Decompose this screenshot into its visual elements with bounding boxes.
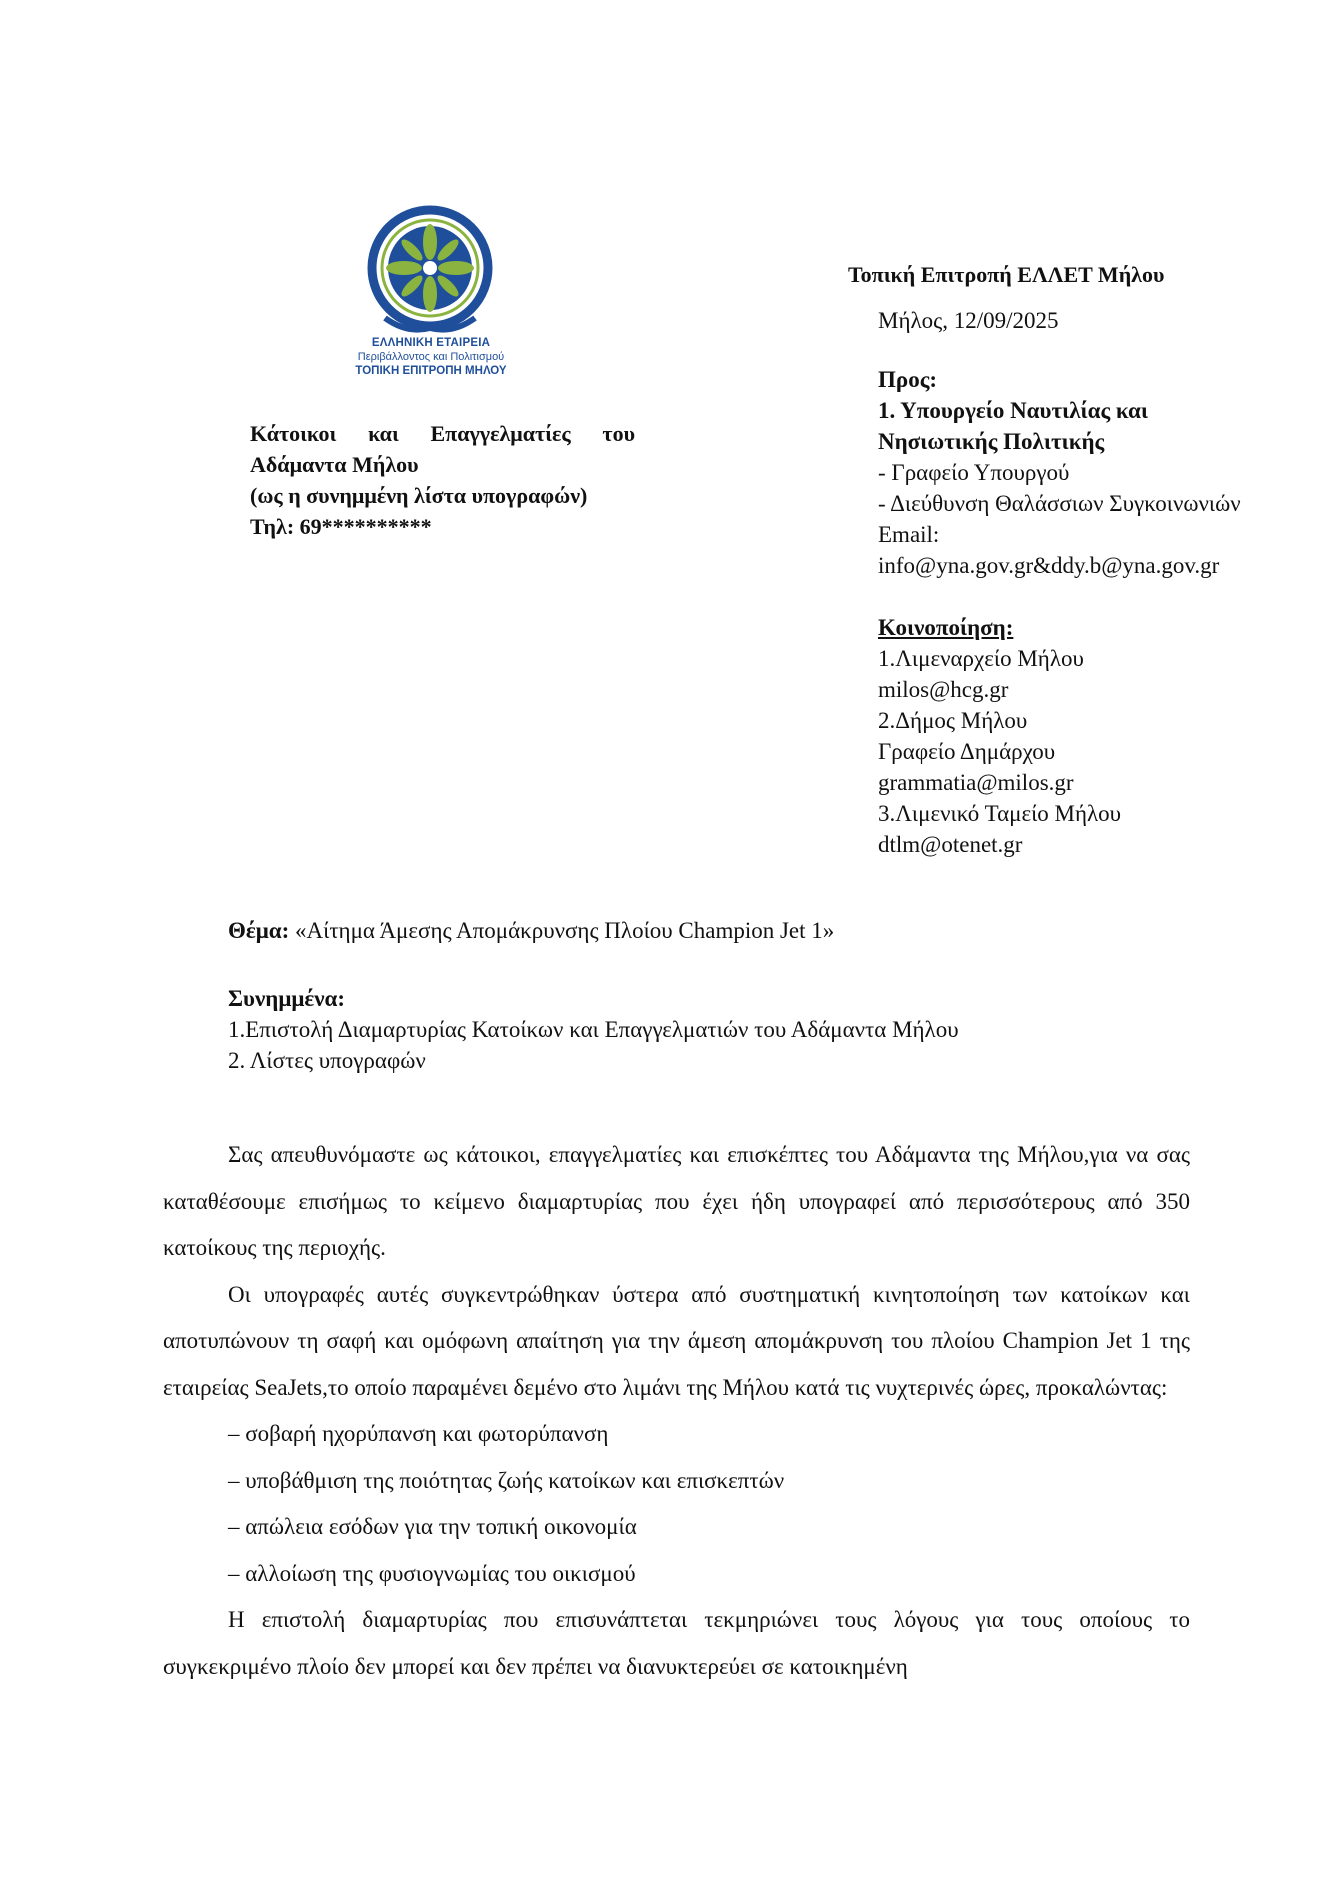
recipients-block — [878, 364, 1241, 860]
attachments-label: Συνημμένα: — [228, 986, 345, 1011]
subject-label: Θέμα: — [228, 918, 290, 943]
bullet-item: – αλλοίωση της φυσιογνωμίας του οικισμού — [228, 1560, 636, 1586]
cc-line: 1.Λιμεναρχείο Μήλου — [878, 646, 1084, 671]
bullet-item: – υποβάθμιση της ποιότητας ζωής κατοίκων και επισκεπτών — [228, 1467, 785, 1493]
letter-body — [163, 1132, 1190, 1690]
cc-line: 2.Δήμος Μήλου — [878, 708, 1028, 733]
cc-line: milos@hcg.gr — [878, 677, 1009, 702]
logo-line1: ΕΛΛΗΝΙΚΗ ΕΤΑΙΡΕΙΑ — [371, 337, 491, 349]
logo-line3: ΤΟΠΙΚΗ ΕΠΙΤΡΟΠΗ ΜΗΛΟΥ — [355, 365, 507, 377]
logo-caption — [320, 336, 542, 378]
cc-label: Κοινοποίηση: — [878, 615, 1014, 640]
cc-line: grammatia@milos.gr — [878, 770, 1074, 795]
ministry-line1: 1. Υπουργείο Ναυτιλίας και — [878, 398, 1148, 423]
body-paragraph: Σας απευθυνόμαστε ως κάτοικοι, επαγγελματίες και επισκέπτες του Αδάμαντα της Μήλου,για να σας καταθέσουμε επισήμως το κείμενο διαμαρτυρίας που έχει ήδη υπογραφεί από περισσότερους από 350 κατοίκους της περιοχής. — [163, 1142, 1190, 1260]
attachment-item: 2. Λίστες υπογραφών — [228, 1048, 426, 1073]
subject-text: «Αίτημα Άμεσης Απομάκρυνσης Πλοίου Champion Jet 1» — [289, 918, 835, 943]
subject-line — [228, 918, 834, 944]
ministry-line2: Νησιωτικής Πολιτικής — [878, 429, 1105, 454]
logo-line2: Περιβάλλοντος και Πολιτισμού — [357, 351, 505, 363]
sender-line1: Κάτοικοι και Επαγγελματίες του — [250, 421, 635, 446]
bullet-item: – σοβαρή ηχορύπανση και φωτορύπανση — [228, 1421, 609, 1446]
body-paragraph: Οι υπογραφές αυτές συγκεντρώθηκαν ύστερα από συστηματική κινητοποίηση των κατοίκων και αποτυπώνουν τη σαφή και ομόφωνη απαίτηση για την άμεση απομάκρυνση του πλοίου Champion Jet 1 της εταιρείας SeaJets,το οποίο παραμένει δεμένο στο λιμάνι της Μήλου κατά τις νυχτερινές ώρες, προκαλώντας: — [163, 1281, 1190, 1400]
ellet-emblem-icon — [355, 200, 505, 345]
sender-line2: Αδάμαντα Μήλου — [250, 452, 419, 477]
cc-line: Γραφείο Δημάρχου — [878, 739, 1056, 764]
body-paragraph: Η επιστολή διαμαρτυρίας που επισυνάπτεται τεκμηριώνει τους λόγους για τους οποίους το συγκεκριμένο πλοίο δεν μπορεί και δεν πρέπει να διανυκτερεύει σε κατοικημένη — [163, 1607, 1190, 1679]
sender-phone: Τηλ: 69********** — [250, 514, 432, 539]
bullet-item: – απώλεια εσόδων για την τοπική οικονομία — [228, 1514, 637, 1539]
letter-date: Μήλος, 12/09/2025 — [878, 308, 1059, 333]
ministry-directorate: - Διεύθυνση Θαλάσσιων Συγκοινωνιών — [878, 491, 1241, 516]
sender-block — [250, 418, 635, 542]
email-label: Email: — [878, 522, 940, 547]
ministry-office: - Γραφείο Υπουργού — [878, 460, 1070, 485]
attachment-item: 1.Επιστολή Διαμαρτυρίας Κατοίκων και Επαγγελματιών του Αδάμαντα Μήλου — [228, 1017, 959, 1042]
ministry-email: info@yna.gov.gr&ddy.b@yna.gov.gr — [878, 553, 1220, 578]
committee-title: Τοπική Επιτροπή ΕΛΛΕΤ Μήλου — [848, 262, 1165, 287]
sender-line3: (ως η συνημμένη λίστα υπογραφών) — [250, 483, 588, 508]
attachments-block — [228, 983, 959, 1076]
cc-line: 3.Λιμενικό Ταμείο Μήλου — [878, 801, 1122, 826]
cc-line: dtlm@otenet.gr — [878, 832, 1023, 857]
recipients-label: Προς: — [878, 367, 938, 392]
